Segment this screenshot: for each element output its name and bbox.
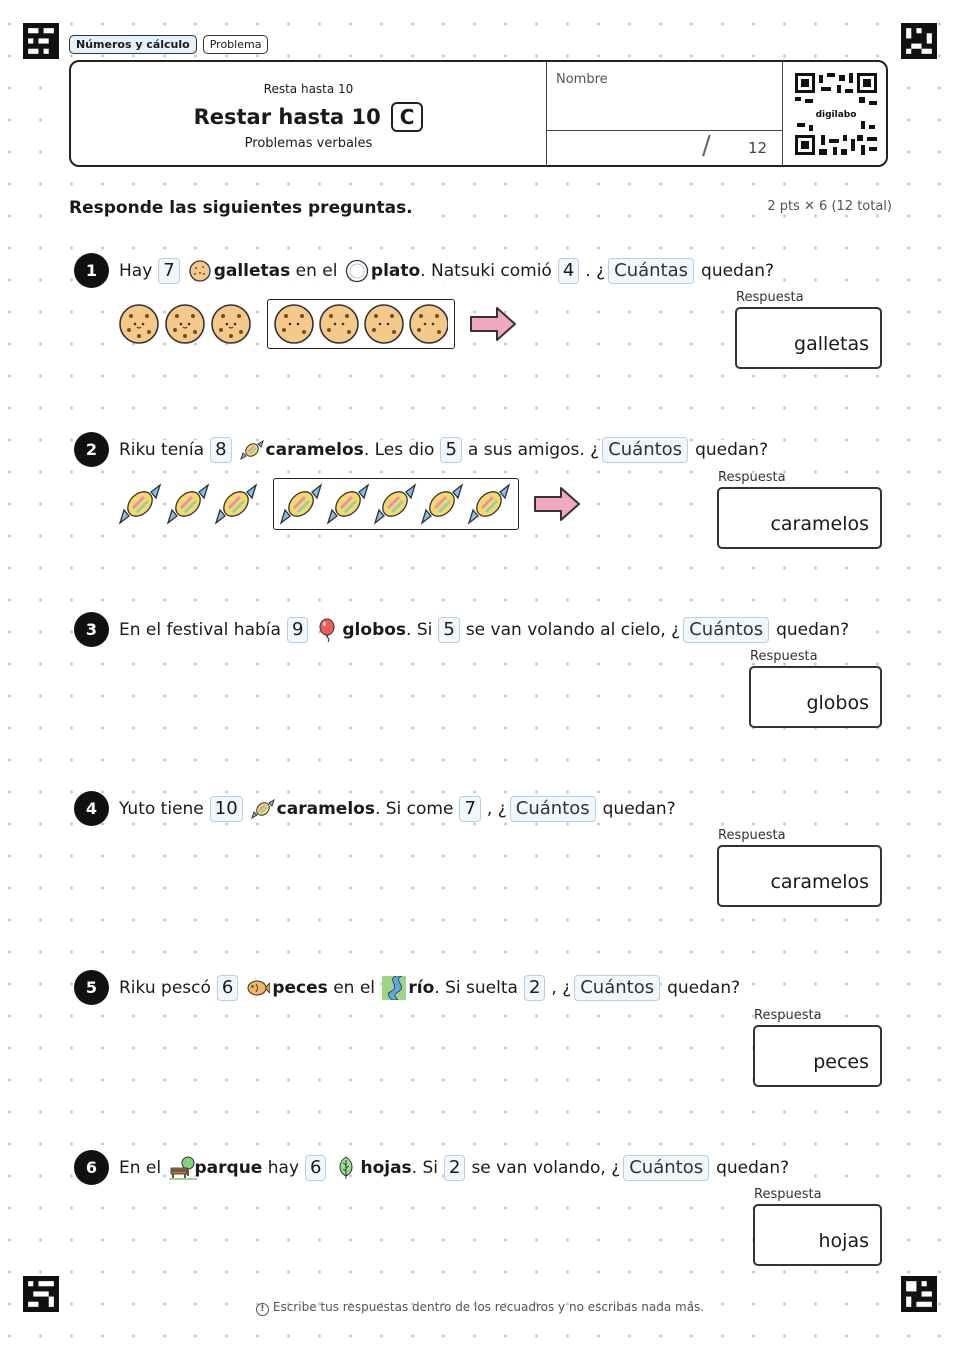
question-number: 5 bbox=[74, 970, 109, 1005]
question-word-box: Cuántos bbox=[510, 796, 596, 822]
text-segment: se van volando, ¿ bbox=[471, 1158, 621, 1178]
corner-marker-top-right bbox=[901, 23, 937, 59]
question-word-box: Cuántas bbox=[608, 258, 694, 284]
question-number: 4 bbox=[74, 791, 109, 826]
points-info: 2 pts ✕ 6 (12 total) bbox=[767, 199, 892, 214]
answer-label: Respuesta bbox=[754, 1008, 822, 1023]
number-box: 7 bbox=[158, 258, 179, 284]
answer-box[interactable] bbox=[735, 307, 882, 369]
question-text bbox=[119, 616, 849, 644]
arrow-right-icon bbox=[469, 306, 517, 342]
number-box: 5 bbox=[438, 617, 459, 643]
cookie-icon bbox=[320, 305, 358, 343]
cookie-pictures bbox=[274, 303, 448, 345]
number-box: 8 bbox=[210, 437, 231, 463]
fish-icon bbox=[246, 976, 270, 1000]
text-segment: en el bbox=[333, 978, 376, 998]
question-number: 3 bbox=[74, 612, 109, 647]
qr-code-icon bbox=[795, 73, 877, 155]
text-segment: hay bbox=[267, 1158, 300, 1178]
text-segment: , ¿ bbox=[486, 799, 507, 819]
eaten-cookies-group bbox=[267, 299, 455, 349]
text-segment: Riku pescó bbox=[119, 978, 211, 998]
text-segment: . Les dio bbox=[363, 440, 435, 460]
text-segment: quedan? bbox=[716, 1158, 790, 1178]
tag-type: Problema bbox=[203, 35, 269, 54]
candy-icon bbox=[281, 485, 321, 523]
candy-icon bbox=[422, 485, 462, 523]
answer-unit: peces bbox=[813, 1051, 869, 1073]
balloon-icon bbox=[316, 618, 340, 642]
number-box: 10 bbox=[210, 796, 243, 822]
worksheet-type: Problemas verbales bbox=[244, 136, 373, 151]
answer-box[interactable] bbox=[717, 487, 882, 549]
candy-icon bbox=[216, 485, 256, 523]
number-box: 2 bbox=[444, 1155, 465, 1181]
level-badge: C bbox=[391, 102, 424, 132]
plate-icon bbox=[345, 259, 369, 283]
cookie-icon bbox=[120, 305, 158, 343]
picture-row bbox=[119, 299, 517, 349]
answer-box[interactable] bbox=[749, 666, 882, 728]
cookie-icon bbox=[188, 259, 212, 283]
text-segment: quedan? bbox=[776, 620, 850, 640]
score-total: 12 bbox=[748, 139, 768, 157]
text-segment: quedan? bbox=[602, 799, 676, 819]
text-segment: Riku tenía bbox=[119, 440, 205, 460]
cookie-icon bbox=[410, 305, 448, 343]
answer-label: Respuesta bbox=[718, 828, 786, 843]
text-segment: En el bbox=[119, 1158, 162, 1178]
answer-box[interactable] bbox=[753, 1025, 882, 1087]
footer-note bbox=[0, 1300, 960, 1316]
candy-icon bbox=[251, 797, 275, 821]
arrow-right-icon bbox=[533, 486, 581, 522]
number-box: 9 bbox=[287, 617, 308, 643]
instructions: Responde las siguientes preguntas. bbox=[69, 198, 413, 218]
answer-label: Respuesta bbox=[750, 649, 818, 664]
candy-icon bbox=[168, 485, 208, 523]
question-number: 6 bbox=[74, 1150, 109, 1185]
name-field[interactable] bbox=[546, 62, 783, 131]
park-icon bbox=[169, 1156, 193, 1180]
answer-label: Respuesta bbox=[718, 470, 786, 485]
candy-icon bbox=[120, 485, 160, 523]
number-box: 6 bbox=[217, 975, 238, 1001]
cookie-pictures bbox=[119, 302, 253, 346]
question-text bbox=[119, 257, 774, 285]
question-text bbox=[119, 795, 676, 823]
cookie-icon bbox=[212, 305, 250, 343]
text-segment: . ¿ bbox=[585, 261, 606, 281]
text-segment: . Si bbox=[406, 620, 433, 640]
text-segment: . Natsuki comió bbox=[420, 261, 552, 281]
item-word: globos bbox=[342, 620, 407, 640]
text-segment: . Si suelta bbox=[434, 978, 518, 998]
item-word: peces bbox=[272, 978, 328, 998]
question-number: 1 bbox=[74, 253, 109, 288]
text-segment: En el festival había bbox=[119, 620, 281, 640]
info-icon: ! bbox=[256, 1303, 269, 1316]
answer-label: Respuesta bbox=[754, 1187, 822, 1202]
text-segment: quedan? bbox=[695, 440, 769, 460]
place-word: río bbox=[408, 978, 435, 998]
candy-icon bbox=[375, 485, 415, 523]
text-segment: . Si come bbox=[374, 799, 454, 819]
text-segment: en el bbox=[295, 261, 338, 281]
qr-code-cell bbox=[782, 62, 889, 165]
name-label: Nombre bbox=[556, 72, 608, 87]
number-box: 2 bbox=[524, 975, 545, 1001]
text-segment: se van volando al cielo, ¿ bbox=[465, 620, 681, 640]
cookie-icon bbox=[166, 305, 204, 343]
answer-unit: caramelos bbox=[770, 513, 869, 535]
worksheet-title: Restar hasta 10 bbox=[193, 105, 381, 129]
worksheet-title-row bbox=[71, 102, 546, 132]
text-segment: quedan? bbox=[667, 978, 741, 998]
number-box: 7 bbox=[459, 796, 480, 822]
text-segment: a sus amigos. ¿ bbox=[467, 440, 600, 460]
worksheet-subtitle: Resta hasta 10 bbox=[263, 82, 354, 96]
tag-category: Números y cálculo bbox=[69, 35, 197, 54]
candy-icon bbox=[469, 485, 509, 523]
title-block bbox=[71, 62, 546, 165]
cookie-icon bbox=[365, 305, 403, 343]
answer-label: Respuesta bbox=[736, 290, 804, 305]
answer-unit: galletas bbox=[794, 333, 869, 355]
picture-row bbox=[119, 478, 581, 530]
question-text bbox=[119, 436, 768, 464]
footer-text: Escribe tus respuestas dentro de los recuadros y no escribas nada más. bbox=[272, 1300, 705, 1314]
worksheet-header bbox=[69, 60, 888, 167]
text-segment: Hay bbox=[119, 261, 153, 281]
question-word-box: Cuántos bbox=[683, 617, 769, 643]
answer-unit: globos bbox=[806, 692, 869, 714]
category-tags bbox=[69, 35, 268, 54]
cookie-icon bbox=[275, 305, 313, 343]
item-word: caramelos bbox=[265, 440, 364, 460]
svg-text:digilabo: digilabo bbox=[815, 110, 857, 120]
question-word-box: Cuántos bbox=[623, 1155, 709, 1181]
text-segment: Yuto tiene bbox=[119, 799, 204, 819]
question-word-box: Cuántos bbox=[574, 975, 660, 1001]
text-segment: , ¿ bbox=[551, 978, 572, 998]
number-box: 5 bbox=[440, 437, 461, 463]
score-slash: / bbox=[702, 131, 711, 161]
place-word: plato bbox=[370, 261, 421, 281]
place-word: parque bbox=[194, 1158, 263, 1178]
question-number: 2 bbox=[74, 432, 109, 467]
score-field[interactable] bbox=[546, 130, 783, 167]
answer-unit: caramelos bbox=[770, 871, 869, 893]
candy-pictures bbox=[119, 482, 259, 526]
candy-icon bbox=[240, 438, 264, 462]
answer-unit: hojas bbox=[818, 1230, 869, 1252]
given-candies-group bbox=[273, 478, 519, 530]
leaf-icon bbox=[334, 1156, 358, 1180]
candy-icon bbox=[328, 485, 368, 523]
question-word-box: Cuántos bbox=[602, 437, 688, 463]
item-word: caramelos bbox=[276, 799, 375, 819]
corner-marker-top-left bbox=[23, 23, 59, 59]
number-box: 4 bbox=[558, 258, 579, 284]
answer-box[interactable] bbox=[753, 1204, 882, 1266]
question-text bbox=[119, 1154, 789, 1182]
river-icon bbox=[382, 976, 406, 1000]
item-word: galletas bbox=[213, 261, 291, 281]
candy-pictures bbox=[280, 482, 512, 526]
question-text bbox=[119, 974, 740, 1002]
answer-box[interactable] bbox=[717, 845, 882, 907]
text-segment: . Si bbox=[411, 1158, 438, 1178]
item-word: hojas bbox=[360, 1158, 412, 1178]
text-segment: quedan? bbox=[701, 261, 775, 281]
number-box: 6 bbox=[305, 1155, 326, 1181]
